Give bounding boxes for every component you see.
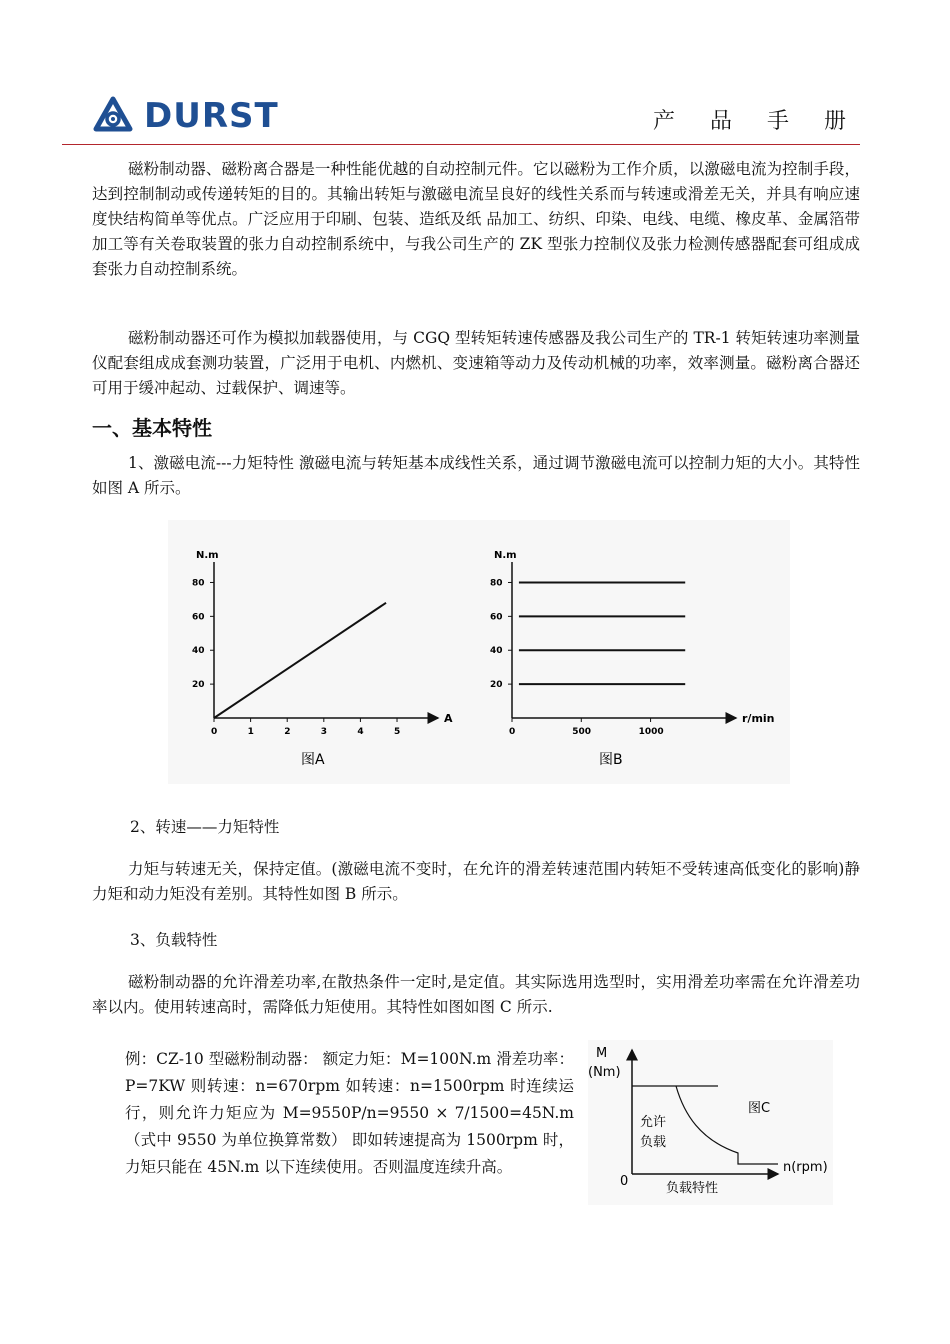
chart-a-xtick-label: 5 — [394, 727, 401, 737]
chart-a-series-line — [214, 603, 386, 718]
chart-a-ytick-label: 40 — [192, 646, 205, 657]
brand-logo-icon — [90, 96, 136, 136]
brand-name: DURST — [144, 96, 279, 136]
figure-c-ylabel-unit: (Nm) — [588, 1065, 621, 1080]
chart-b-xtick-label: 500 — [572, 727, 592, 737]
figure-c-ylabel-m: M — [596, 1046, 608, 1061]
intro-paragraph-2: 磁粉制动器还可作为模拟加载器使用，与 CGQ 型转矩转速传感器及我公司生产的 TR-1 转矩转速功率测量仪配套组成成套测功装置，广泛用于电机、内燃机、变速箱等动力及传动机械的功率，效率测量。磁粉离合器还可用于缓冲起动、过载保护、调速等。 — [92, 329, 860, 397]
item2-title: 2、转速——力矩特性 — [130, 818, 280, 836]
figure-c-title: 图C — [748, 1101, 771, 1116]
chart-b-ytick-label: 80 — [490, 578, 503, 589]
chart-a-xtick-label: 0 — [211, 727, 218, 737]
chart-a-xtick-label: 3 — [320, 727, 328, 737]
figures-ab-svg — [168, 520, 790, 784]
chart-a-ytick-label: 80 — [192, 578, 205, 589]
figure-c-xlabel: n(rpm) — [783, 1160, 828, 1175]
chart-a-ytick-label: 20 — [192, 680, 205, 691]
chart-a-xlabel: A — [444, 712, 453, 725]
figure-c-caption: 负载特性 — [666, 1181, 719, 1196]
chart-b-ytick-label: 60 — [490, 612, 503, 623]
item2-text: 力矩与转速无关，保持定值。(激磁电流不变时，在允许的滑差转速范围内转矩不受转速高低变化的影响)静力矩和动力矩没有差别。其特性如图 B 所示。 — [92, 860, 860, 903]
chart-a-xtick-label: 1 — [247, 727, 254, 737]
manual-title: 产 品 手 册 — [653, 109, 860, 134]
item1-text: 1、激磁电流---力矩特性 激磁电流与转矩基本成线性关系，通过调节激磁电流可以控制力矩的大小。其特性如图 A 所示。 — [92, 454, 860, 497]
figures-ab-panel — [168, 520, 790, 784]
chart-a-caption: 图A — [301, 752, 325, 768]
header-divider — [62, 144, 860, 145]
figure-c-panel — [588, 1040, 833, 1205]
chart-a-ytick-label: 60 — [192, 612, 205, 623]
chart-b-caption: 图B — [599, 752, 623, 768]
page-header — [90, 92, 860, 144]
figure-c-region-line1: 允许 — [640, 1115, 667, 1130]
example-text: 例：CZ-10 型磁粉制动器： 额定力矩：M=100N.m 滑差功率：P=7KW 则转速：n=670rpm 如转速：n=1500rpm 时连续运行，则允许力矩应为 M=9550P/n=9550 × 7/1500=45N.m（式中 9550 为单位换算常数） 即如转速提高为 1500rpm 时，力矩只能在 45N.m 以下连续使用。否则温度连续升高。 — [125, 1050, 574, 1176]
figure-c-origin: 0 — [620, 1174, 629, 1189]
chart-b — [490, 550, 775, 768]
chart-b-xtick-label: 0 — [509, 727, 516, 737]
chart-b-xtick-label: 1000 — [638, 727, 664, 737]
chart-b-ytick-label: 20 — [490, 680, 503, 691]
figure-c-power-curve — [676, 1086, 778, 1164]
item3-text: 磁粉制动器的允许滑差功率,在散热条件一定时,是定值。其实际选用选型时，实用滑差功率需在允许滑差功率以内。使用转速高时，需降低力矩使用。其特性如图如图 C 所示. — [92, 973, 860, 1016]
intro-paragraph-1: 磁粉制动器、磁粉离合器是一种性能优越的自动控制元件。它以磁粉为工作介质，以激磁电流为控制手段，达到控制制动或传递转矩的目的。其输出转矩与激磁电流呈良好的线性关系而与转速或滑差无关，并具有响应速度快结构简单等优点。广泛应用于印刷、包装、造纸及纸 品加工、纺织、印染、电线、电缆、橡皮革、金属箔带加工等有关卷取装置的张力自动控制系统中，与我公司生产的 ZK 型张力控制仪及张力检测传感器配套可组成成套张力自动控制系统。 — [92, 160, 860, 278]
chart-a-xtick-label: 4 — [357, 727, 364, 737]
chart-a-xtick-label: 2 — [284, 727, 291, 737]
item3-title: 3、负载特性 — [130, 931, 218, 949]
chart-a-ylabel: N.m — [196, 550, 219, 561]
brand-logo — [90, 96, 279, 136]
chart-a — [192, 550, 453, 768]
figure-c-svg — [588, 1040, 833, 1205]
chart-b-xlabel: r/min — [742, 712, 775, 725]
section-heading: 一、基本特性 — [92, 416, 212, 440]
chart-b-ytick-label: 40 — [490, 646, 503, 657]
chart-b-ylabel: N.m — [494, 550, 517, 561]
figure-c-region-line2: 负载 — [640, 1135, 667, 1150]
